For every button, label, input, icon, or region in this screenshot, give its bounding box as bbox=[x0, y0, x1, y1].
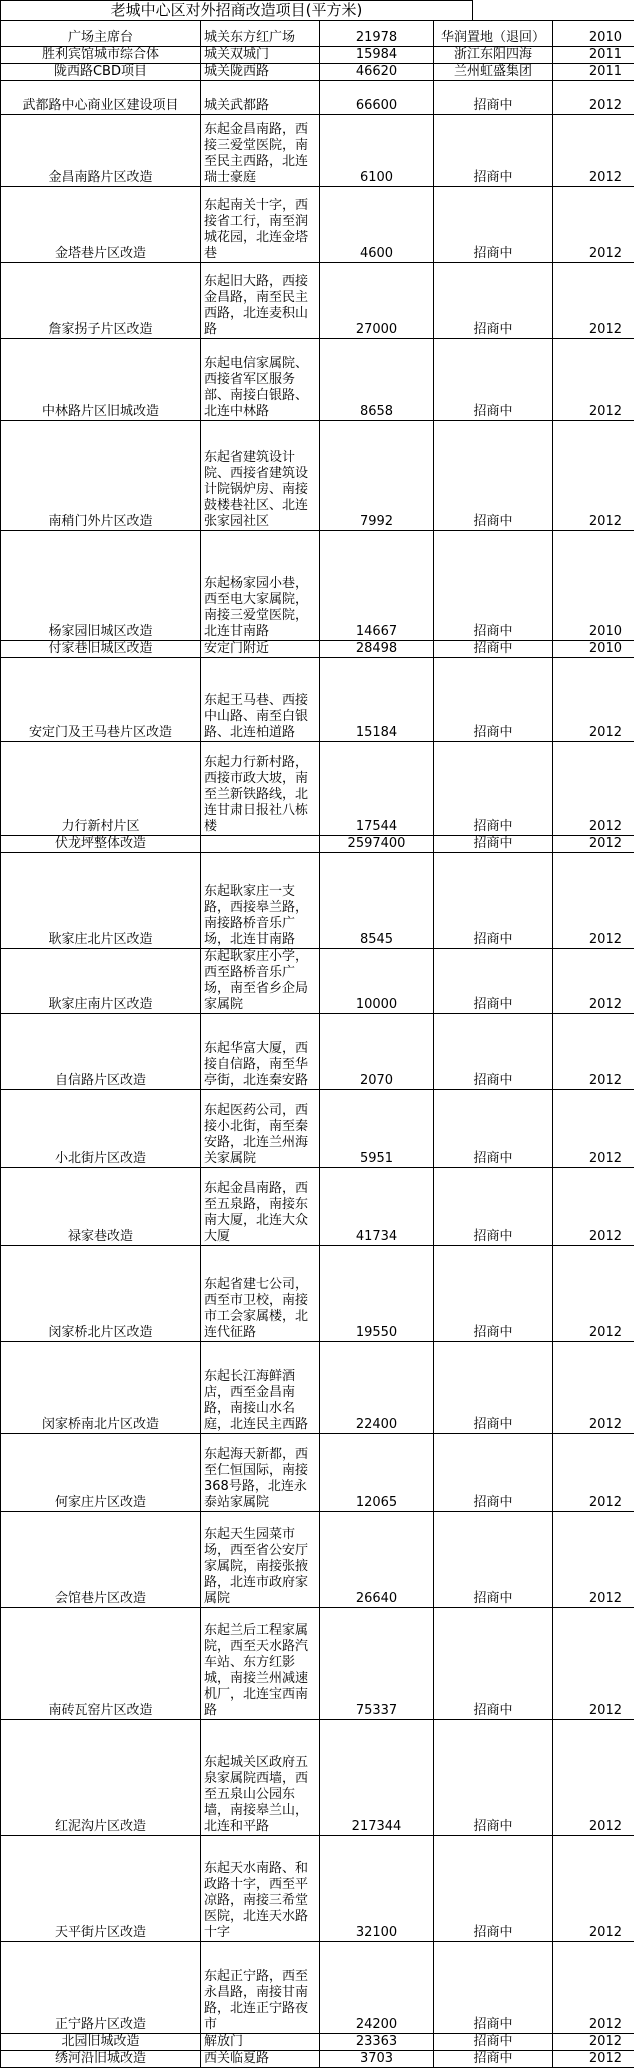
status-cell: 招商中 bbox=[434, 1512, 553, 1608]
table-row bbox=[1, 1942, 634, 2034]
status-cell: 招商中 bbox=[434, 1836, 553, 1942]
project-name-cell: 金昌南路片区改造 bbox=[1, 115, 201, 187]
project-name-cell: 禄家巷改造 bbox=[1, 1168, 201, 1246]
area-cell: 24200 bbox=[320, 1942, 434, 2034]
status-cell: 招商中 bbox=[434, 1720, 553, 1836]
table-row bbox=[1, 1168, 634, 1246]
status-cell: 招商中 bbox=[434, 836, 553, 853]
location-cell: 东起耿家庄小学，西至路桥音乐广场，南至省乡企局家属院 bbox=[201, 949, 320, 1014]
area-cell: 15184 bbox=[320, 658, 434, 742]
year-cell: 2011 bbox=[553, 47, 634, 64]
status-cell: 招商中 bbox=[434, 1246, 553, 1342]
table-row bbox=[1, 64, 634, 81]
project-name-cell: 会馆巷片区改造 bbox=[1, 1512, 201, 1608]
location-cell: 解放门 bbox=[201, 2034, 320, 2051]
location-cell: 城关双城门 bbox=[201, 47, 320, 64]
year-cell: 2012 bbox=[553, 1720, 634, 1836]
area-cell: 2597400 bbox=[320, 836, 434, 853]
location-cell: 东起金昌南路，西接三爱堂医院，南至民主西路，北连瑞士豪庭 bbox=[201, 115, 320, 187]
area-cell: 2070 bbox=[320, 1014, 434, 1090]
area-cell: 21978 bbox=[320, 21, 434, 47]
project-name-cell: 胜利宾馆城市综合体 bbox=[1, 47, 201, 64]
location-cell: 东起电信家属院、西接省军区服务部、南接白银路、北连中林路 bbox=[201, 339, 320, 421]
year-cell: 2012 bbox=[553, 742, 634, 836]
year-cell: 2012 bbox=[553, 115, 634, 187]
table-row bbox=[1, 531, 634, 641]
location-cell: 东起医药公司，西接小北街，南至秦安路，北连兰州海关家属院 bbox=[201, 1090, 320, 1168]
year-cell: 2012 bbox=[553, 339, 634, 421]
area-cell: 10000 bbox=[320, 949, 434, 1014]
location-cell: 东起力行新村路，西接市政大坡，南至兰新铁路线，北连甘肃日报社八栋楼 bbox=[201, 742, 320, 836]
project-name-cell: 正宁路片区改造 bbox=[1, 1942, 201, 2034]
table-row bbox=[1, 658, 634, 742]
table-row bbox=[1, 47, 634, 64]
location-cell: 东起长江海鲜酒店，西至金昌南路，南接山水名庭，北连民主西路 bbox=[201, 1342, 320, 1434]
table-row bbox=[1, 187, 634, 263]
status-cell: 招商中 bbox=[434, 1342, 553, 1434]
project-name-cell: 天平街片区改造 bbox=[1, 1836, 201, 1942]
project-name-cell: 付家巷旧城区改造 bbox=[1, 641, 201, 658]
project-name-cell: 红泥沟片区改造 bbox=[1, 1720, 201, 1836]
status-cell: 招商中 bbox=[434, 1434, 553, 1512]
year-cell: 2012 bbox=[553, 1434, 634, 1512]
year-cell: 2012 bbox=[553, 1512, 634, 1608]
table-row bbox=[1, 1342, 634, 1434]
year-cell: 2012 bbox=[553, 1608, 634, 1720]
status-cell: 招商中 bbox=[434, 2051, 553, 2068]
location-cell: 东起华富大厦，西接自信路，南至华亭街，北连秦安路 bbox=[201, 1014, 320, 1090]
project-name-cell: 力行新村片区 bbox=[1, 742, 201, 836]
table-row bbox=[1, 949, 634, 1014]
status-cell: 招商中 bbox=[434, 115, 553, 187]
location-cell: 东起城关区政府五泉家属院西墙，西至五泉山公园东墙，南接皋兰山，北连和平路 bbox=[201, 1720, 320, 1836]
year-cell: 2010 bbox=[553, 641, 634, 658]
area-cell: 28498 bbox=[320, 641, 434, 658]
project-name-cell: 詹家拐子片区改造 bbox=[1, 263, 201, 339]
project-name-cell: 陇西路CBD项目 bbox=[1, 64, 201, 81]
year-cell: 2012 bbox=[553, 1014, 634, 1090]
status-cell: 招商中 bbox=[434, 531, 553, 641]
table-row bbox=[1, 836, 634, 853]
year-cell: 2012 bbox=[553, 1168, 634, 1246]
table-row bbox=[1, 1090, 634, 1168]
table-row bbox=[1, 1720, 634, 1836]
status-cell: 招商中 bbox=[434, 1608, 553, 1720]
status-cell: 招商中 bbox=[434, 263, 553, 339]
area-cell: 14667 bbox=[320, 531, 434, 641]
status-cell: 招商中 bbox=[434, 641, 553, 658]
area-cell: 3703 bbox=[320, 2051, 434, 2068]
area-cell: 8545 bbox=[320, 853, 434, 949]
location-cell: 东起旧大路，西接金昌路，南至民主西路，北连麦积山路 bbox=[201, 263, 320, 339]
project-name-cell: 耿家庄南片区改造 bbox=[1, 949, 201, 1014]
location-cell: 东起王马巷、西接中山路、南至白银路、北连柏道路 bbox=[201, 658, 320, 742]
table-row bbox=[1, 1836, 634, 1942]
table-row bbox=[1, 2034, 634, 2051]
status-cell: 招商中 bbox=[434, 658, 553, 742]
area-cell: 22400 bbox=[320, 1342, 434, 1434]
location-cell: 城关武都路 bbox=[201, 81, 320, 115]
table-row bbox=[1, 1434, 634, 1512]
location-cell: 东起海天新都，西至仁恒国际，南接368号路，北连永泰站家属院 bbox=[201, 1434, 320, 1512]
project-name-cell: 金塔巷片区改造 bbox=[1, 187, 201, 263]
area-cell: 7992 bbox=[320, 421, 434, 531]
year-cell: 2012 bbox=[553, 836, 634, 853]
project-name-cell: 北园旧城改造 bbox=[1, 2034, 201, 2051]
area-cell: 41734 bbox=[320, 1168, 434, 1246]
status-cell: 招商中 bbox=[434, 949, 553, 1014]
project-name-cell: 何家庄片区改造 bbox=[1, 1434, 201, 1512]
area-cell: 19550 bbox=[320, 1246, 434, 1342]
table-row bbox=[1, 1608, 634, 1720]
location-cell: 城关东方红广场 bbox=[201, 21, 320, 47]
projects-table bbox=[0, 20, 634, 2068]
project-name-cell: 中林路片区旧城改造 bbox=[1, 339, 201, 421]
year-cell: 2012 bbox=[553, 1090, 634, 1168]
year-cell: 2012 bbox=[553, 1942, 634, 2034]
area-cell: 23363 bbox=[320, 2034, 434, 2051]
project-name-cell: 闵家桥北片区改造 bbox=[1, 1246, 201, 1342]
area-cell: 75337 bbox=[320, 1608, 434, 1720]
area-cell: 66600 bbox=[320, 81, 434, 115]
area-cell: 46620 bbox=[320, 64, 434, 81]
location-cell: 东起南关十字，西接省工行，南至润城花园，北连金塔巷 bbox=[201, 187, 320, 263]
location-cell: 东起杨家园小巷，西至电大家属院，南接三爱堂医院，北连甘南路 bbox=[201, 531, 320, 641]
area-cell: 4600 bbox=[320, 187, 434, 263]
table-row bbox=[1, 339, 634, 421]
year-cell: 2012 bbox=[553, 1246, 634, 1342]
year-cell: 2012 bbox=[553, 2034, 634, 2051]
status-cell: 招商中 bbox=[434, 1014, 553, 1090]
area-cell: 32100 bbox=[320, 1836, 434, 1942]
project-name-cell: 自信路片区改造 bbox=[1, 1014, 201, 1090]
status-cell: 兰州虹盛集团 bbox=[434, 64, 553, 81]
status-cell: 招商中 bbox=[434, 1090, 553, 1168]
year-cell: 2010 bbox=[553, 21, 634, 47]
year-cell: 2012 bbox=[553, 421, 634, 531]
year-cell: 2012 bbox=[553, 2051, 634, 2068]
project-name-cell: 耿家庄北片区改造 bbox=[1, 853, 201, 949]
location-cell: 安定门附近 bbox=[201, 641, 320, 658]
project-name-cell: 绣河沿旧城改造 bbox=[1, 2051, 201, 2068]
table-row bbox=[1, 1246, 634, 1342]
table-row bbox=[1, 81, 634, 115]
area-cell: 27000 bbox=[320, 263, 434, 339]
year-cell: 2012 bbox=[553, 658, 634, 742]
location-cell: 东起正宁路，西至永昌路，南接甘南路，北连正宁路夜市 bbox=[201, 1942, 320, 2034]
location-cell: 东起耿家庄一支路，西接皋兰路，南接路桥音乐广场，北连甘南路 bbox=[201, 853, 320, 949]
table-row bbox=[1, 742, 634, 836]
status-cell: 招商中 bbox=[434, 742, 553, 836]
project-name-cell: 南砖瓦窑片区改造 bbox=[1, 1608, 201, 1720]
year-cell: 2012 bbox=[553, 263, 634, 339]
table-row bbox=[1, 421, 634, 531]
project-name-cell: 闵家桥南北片区改造 bbox=[1, 1342, 201, 1434]
location-cell bbox=[201, 836, 320, 853]
project-name-cell: 安定门及王马巷片区改造 bbox=[1, 658, 201, 742]
year-cell: 2012 bbox=[553, 949, 634, 1014]
status-cell: 招商中 bbox=[434, 187, 553, 263]
location-cell: 西关临夏路 bbox=[201, 2051, 320, 2068]
project-name-cell: 杨家园旧城区改造 bbox=[1, 531, 201, 641]
area-cell: 6100 bbox=[320, 115, 434, 187]
location-cell: 东起兰后工程家属院，西至天水路汽车站、东方红影城，南接兰州减速机厂，北连宝西南路 bbox=[201, 1608, 320, 1720]
table-row bbox=[1, 1512, 634, 1608]
sheet-title: 老城中心区对外招商改造项目(平方米) bbox=[0, 0, 473, 20]
status-cell: 华润置地（退回） bbox=[434, 21, 553, 47]
location-cell: 城关陇西路 bbox=[201, 64, 320, 81]
year-cell: 2012 bbox=[553, 1342, 634, 1434]
table-row bbox=[1, 853, 634, 949]
table-row bbox=[1, 2051, 634, 2068]
project-name-cell: 武都路中心商业区建设项目 bbox=[1, 81, 201, 115]
status-cell: 招商中 bbox=[434, 339, 553, 421]
location-cell: 东起天生园菜市场，西至省公安厅家属院，南接张掖路，北连市政府家属院 bbox=[201, 1512, 320, 1608]
area-cell: 5951 bbox=[320, 1090, 434, 1168]
project-name-cell: 广场主席台 bbox=[1, 21, 201, 47]
status-cell: 招商中 bbox=[434, 853, 553, 949]
status-cell: 招商中 bbox=[434, 1942, 553, 2034]
status-cell: 招商中 bbox=[434, 421, 553, 531]
table-row bbox=[1, 641, 634, 658]
status-cell: 招商中 bbox=[434, 81, 553, 115]
project-name-cell: 小北街片区改造 bbox=[1, 1090, 201, 1168]
table-row bbox=[1, 115, 634, 187]
area-cell: 12065 bbox=[320, 1434, 434, 1512]
status-cell: 招商中 bbox=[434, 2034, 553, 2051]
location-cell: 东起天水南路、和政路十字，西至平凉路，南接三希堂医院，北连天水路十字 bbox=[201, 1836, 320, 1942]
location-cell: 东起省建七公司，西至市卫校，南接市工会家属楼，北连代征路 bbox=[201, 1246, 320, 1342]
table-row bbox=[1, 1014, 634, 1090]
status-cell: 招商中 bbox=[434, 1168, 553, 1246]
location-cell: 东起金昌南路，西至五泉路，南接东南大厦，北连大众大厦 bbox=[201, 1168, 320, 1246]
project-name-cell: 伏龙坪整体改造 bbox=[1, 836, 201, 853]
area-cell: 217344 bbox=[320, 1720, 434, 1836]
year-cell: 2012 bbox=[553, 1836, 634, 1942]
status-cell: 浙江东阳四海 bbox=[434, 47, 553, 64]
area-cell: 17544 bbox=[320, 742, 434, 836]
location-cell: 东起省建筑设计院、西接省建筑设计院锅炉房、南接鼓楼巷社区、北连张家园社区 bbox=[201, 421, 320, 531]
table-row bbox=[1, 21, 634, 47]
project-name-cell: 南稍门外片区改造 bbox=[1, 421, 201, 531]
area-cell: 8658 bbox=[320, 339, 434, 421]
table-row bbox=[1, 263, 634, 339]
year-cell: 2012 bbox=[553, 81, 634, 115]
year-cell: 2012 bbox=[553, 853, 634, 949]
year-cell: 2010 bbox=[553, 531, 634, 641]
area-cell: 26640 bbox=[320, 1512, 434, 1608]
year-cell: 2012 bbox=[553, 187, 634, 263]
area-cell: 15984 bbox=[320, 47, 434, 64]
year-cell: 2011 bbox=[553, 64, 634, 81]
